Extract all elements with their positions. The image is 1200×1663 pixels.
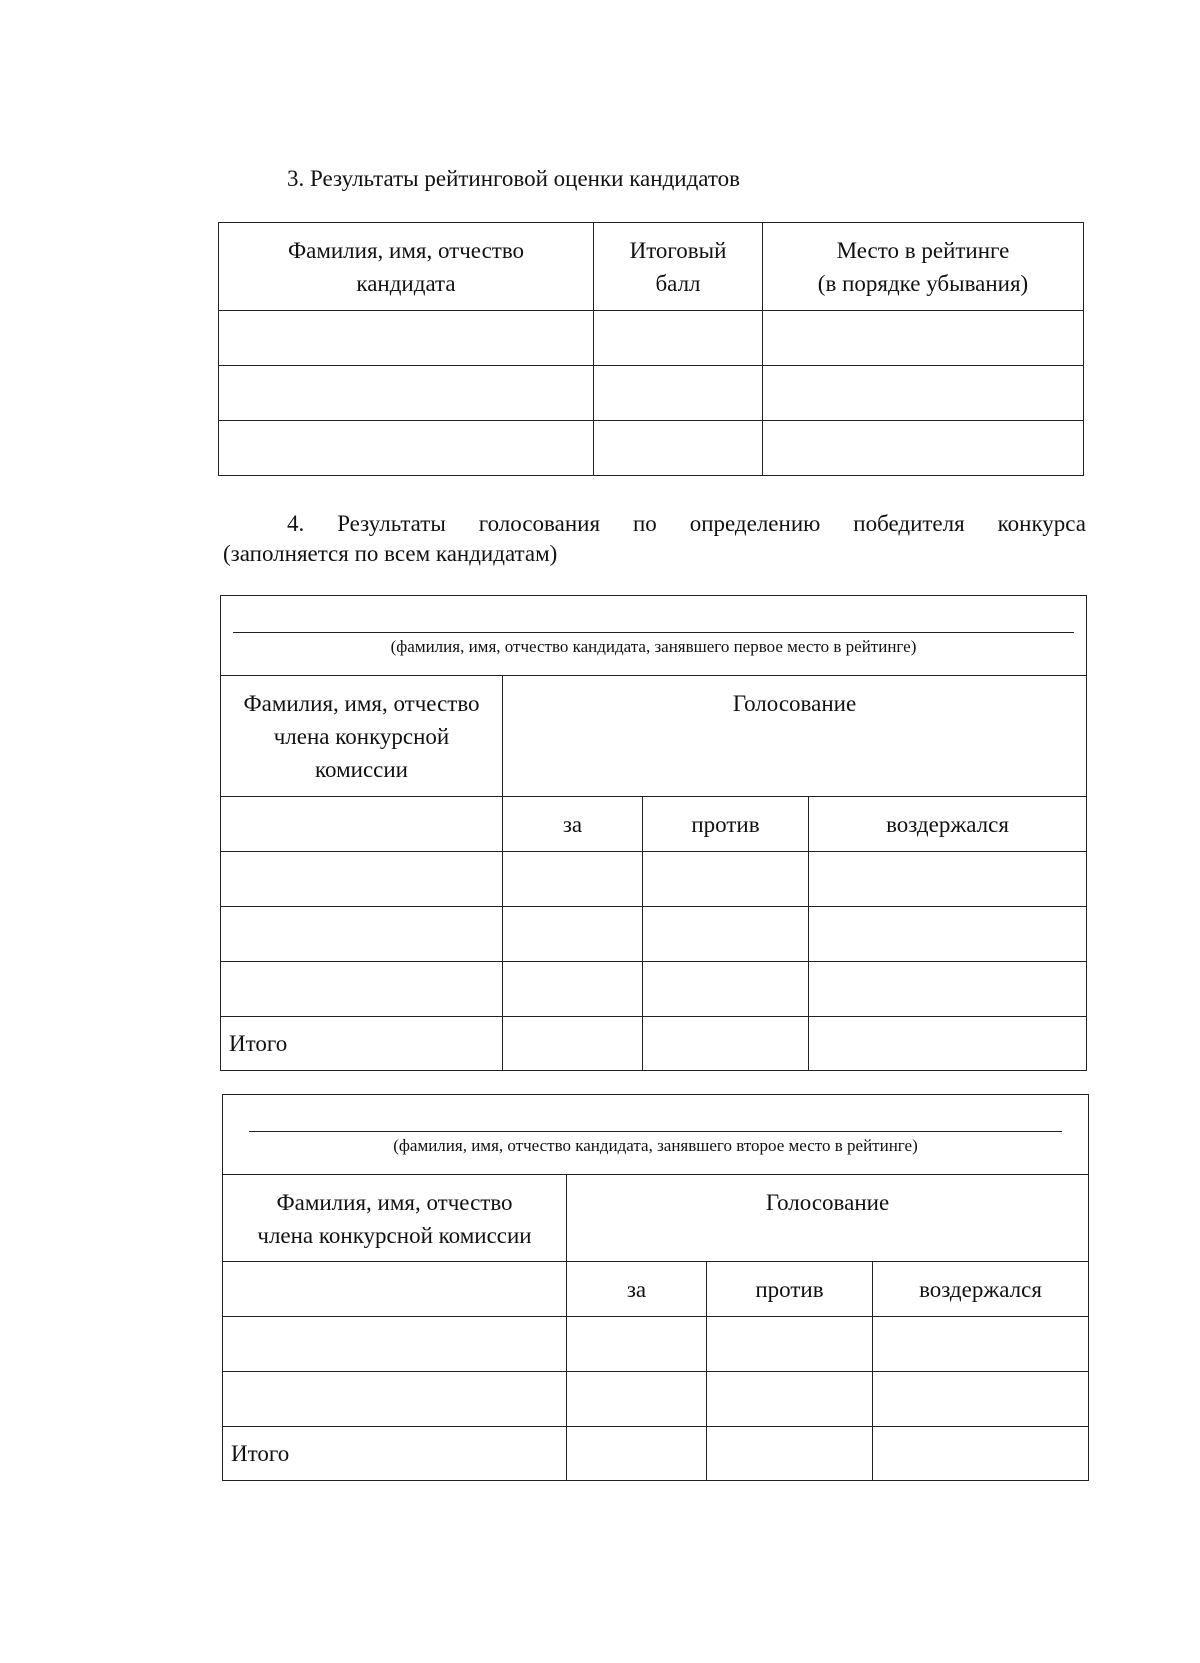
total-row (221, 1017, 1087, 1071)
table-cell[interactable] (503, 852, 643, 907)
candidate-row (223, 1095, 1089, 1175)
table-cell[interactable] (643, 1017, 809, 1071)
header-member-line3: комиссии (315, 757, 408, 782)
candidate-name-cell[interactable] (221, 596, 1087, 676)
rating-table (218, 222, 1084, 476)
header-voting: Голосование (567, 1175, 1089, 1262)
total-row (223, 1427, 1089, 1481)
table-cell[interactable] (707, 1427, 873, 1481)
header-total-score-line2: балл (655, 271, 701, 296)
table-cell[interactable] (763, 421, 1084, 476)
voting-subheader-row (223, 1262, 1089, 1317)
header-rating-place-line2: (в порядке убывания) (817, 271, 1029, 296)
table-cell[interactable] (219, 366, 594, 421)
table-row (219, 421, 1084, 476)
candidate-row (221, 596, 1087, 676)
section-4-heading-line1: 4. Результаты голосования по определению победителя конкурса (287, 511, 1086, 536)
table-cell[interactable] (707, 1372, 873, 1427)
table-row (221, 962, 1087, 1017)
table-row (223, 1372, 1089, 1427)
table-cell[interactable] (643, 852, 809, 907)
table-cell[interactable] (567, 1317, 707, 1372)
candidate-name-blank-line (249, 1131, 1062, 1132)
header-for: за (567, 1262, 707, 1317)
table-cell[interactable] (873, 1372, 1089, 1427)
header-abstain: воздержался (873, 1262, 1089, 1317)
table-cell[interactable] (567, 1427, 707, 1481)
table-cell[interactable] (503, 1017, 643, 1071)
section-4-heading (223, 509, 1086, 569)
table-cell[interactable] (221, 797, 503, 852)
header-for: за (503, 797, 643, 852)
section-3-heading: 3. Результаты рейтинговой оценки кандидатов (287, 166, 741, 191)
header-commission-member (223, 1175, 567, 1262)
table-cell[interactable] (873, 1317, 1089, 1372)
total-label: Итого (223, 1427, 567, 1481)
header-candidate-name (219, 223, 594, 311)
table-cell[interactable] (221, 907, 503, 962)
table-cell[interactable] (567, 1372, 707, 1427)
table-cell[interactable] (643, 962, 809, 1017)
header-voting: Голосование (503, 676, 1087, 797)
header-commission-member (221, 676, 503, 797)
header-against: против (707, 1262, 873, 1317)
section-4-heading-line2: (заполняется по всем кандидатам) (223, 541, 558, 566)
header-total-score-line1: Итоговый (629, 238, 727, 263)
table-cell[interactable] (594, 366, 763, 421)
candidate-caption: (фамилия, имя, отчество кандидата, занявшего первое место в рейтинге) (390, 637, 917, 656)
table-row (221, 907, 1087, 962)
header-total-score (594, 223, 763, 311)
total-label: Итого (221, 1017, 503, 1071)
header-rating-place (763, 223, 1084, 311)
table-cell[interactable] (223, 1317, 567, 1372)
header-member-line1: Фамилия, имя, отчество (243, 691, 480, 716)
voting-header-row (221, 676, 1087, 797)
table-cell[interactable] (763, 311, 1084, 366)
table-cell[interactable] (219, 311, 594, 366)
header-against: против (643, 797, 809, 852)
table-cell[interactable] (594, 421, 763, 476)
table-cell[interactable] (221, 962, 503, 1017)
table-cell[interactable] (503, 962, 643, 1017)
candidate-caption: (фамилия, имя, отчество кандидата, занявшего второе место в рейтинге) (393, 1136, 918, 1155)
header-member-line1: Фамилия, имя, отчество (276, 1190, 513, 1215)
table-cell[interactable] (763, 366, 1084, 421)
voting-subheader-row (221, 797, 1087, 852)
rating-table-header (219, 223, 1084, 311)
header-abstain: воздержался (809, 797, 1087, 852)
voting-header-row (223, 1175, 1089, 1262)
header-candidate-name-line1: Фамилия, имя, отчество (287, 238, 525, 263)
table-row (221, 852, 1087, 907)
table-cell[interactable] (223, 1372, 567, 1427)
table-cell[interactable] (707, 1317, 873, 1372)
header-member-line2: члена конкурсной комиссии (257, 1223, 532, 1248)
voting-table-second-place (222, 1094, 1089, 1481)
table-cell[interactable] (643, 907, 809, 962)
table-cell[interactable] (223, 1262, 567, 1317)
table-cell[interactable] (873, 1427, 1089, 1481)
table-row (219, 311, 1084, 366)
header-member-line2: члена конкурсной (273, 724, 450, 749)
candidate-name-cell[interactable] (223, 1095, 1089, 1175)
table-cell[interactable] (809, 962, 1087, 1017)
table-cell[interactable] (809, 907, 1087, 962)
table-row (223, 1317, 1089, 1372)
table-row (219, 366, 1084, 421)
table-cell[interactable] (594, 311, 763, 366)
table-cell[interactable] (809, 1017, 1087, 1071)
table-cell[interactable] (809, 852, 1087, 907)
table-cell[interactable] (221, 852, 503, 907)
candidate-name-blank-line (233, 632, 1074, 633)
table-cell[interactable] (219, 421, 594, 476)
voting-table-first-place (220, 595, 1087, 1071)
header-rating-place-line1: Место в рейтинге (836, 238, 1010, 263)
header-candidate-name-line2: кандидата (356, 271, 456, 296)
table-cell[interactable] (503, 907, 643, 962)
